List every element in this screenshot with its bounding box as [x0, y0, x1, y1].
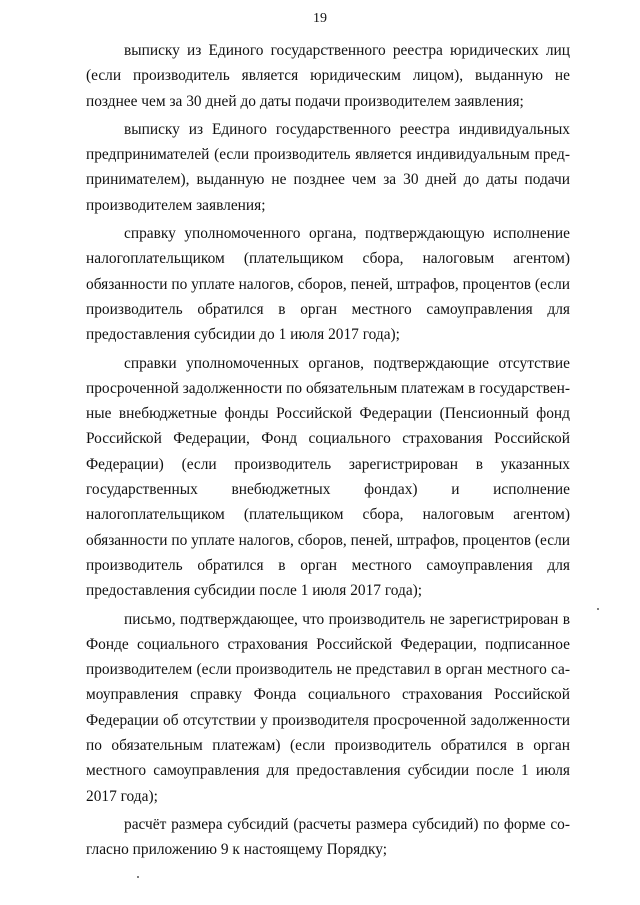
- paragraph-extrabudgetary-certificates: справки уполномоченных органов, подтверждающие отсутствие просроченной задолженности по обязательным платежам в государственные внебюджетные фонды Российской Федерации (Пенсионный фонд Российской Федерации, Фонд социального страхования Российской Федерации) (если производитель зарегистрирован в указанных государственных внебюджетных фондах) и исполнение налогоплательщиком (плательщиком сбора, налоговым агентом) обязанности по уплате налогов, сборов, пеней, штрафов, процентов (если производитель обратился в орган местного самоуправления для предоставления субсидии после 1 июля 2017 года);: [86, 354, 570, 600]
- page-number: 19: [313, 11, 327, 26]
- scan-speck: [597, 608, 599, 610]
- scan-speck: [137, 876, 139, 878]
- paragraph-social-fund-letter: письмо, подтверждающее, что производитель не зарегистрирован в Фонде социального страхования Российской Федерации, подписанное производителем (если производитель не представил в орган местного самоуправления справку Фонда социального страхования Российской Федерации об отсутствии у производителя просроченной задолженности по обязательным платежам) (если производитель обратился в орган местного самоуправления для предоставления субсидии после 1 июля 2017 года);: [86, 610, 570, 805]
- paragraph-legal-entity-extract: выписку из Единого государственного реестра юридических лиц (если производитель является юридическим лицом), выданную не позднее чем за 30 дней до даты подачи производителем заявления;: [86, 42, 570, 110]
- paragraph-tax-certificate: справку уполномоченного органа, подтверждающую исполнение налогоплательщиком (плательщиком сбора, налоговым агентом) обязанности по уплате налогов, сборов, пеней, штрафов, процентов (если производитель обратился в орган местного самоуправления для предоставления субсидии до 1 июля 2017 года);: [86, 225, 570, 344]
- paragraph-subsidy-calculation: расчёт размера субсидий (расчеты размера субсидий) по форме согласно приложению 9 к настоящему Порядку;: [86, 815, 570, 859]
- document-body: [86, 38, 570, 866]
- paragraph-entrepreneur-extract: выписку из Единого государственного реестра индивидуальных предпринимателей (если производитель является индивидуальным предпринимателем), выданную не позднее чем за 30 дней до даты подачи производителем заявления;: [86, 120, 570, 214]
